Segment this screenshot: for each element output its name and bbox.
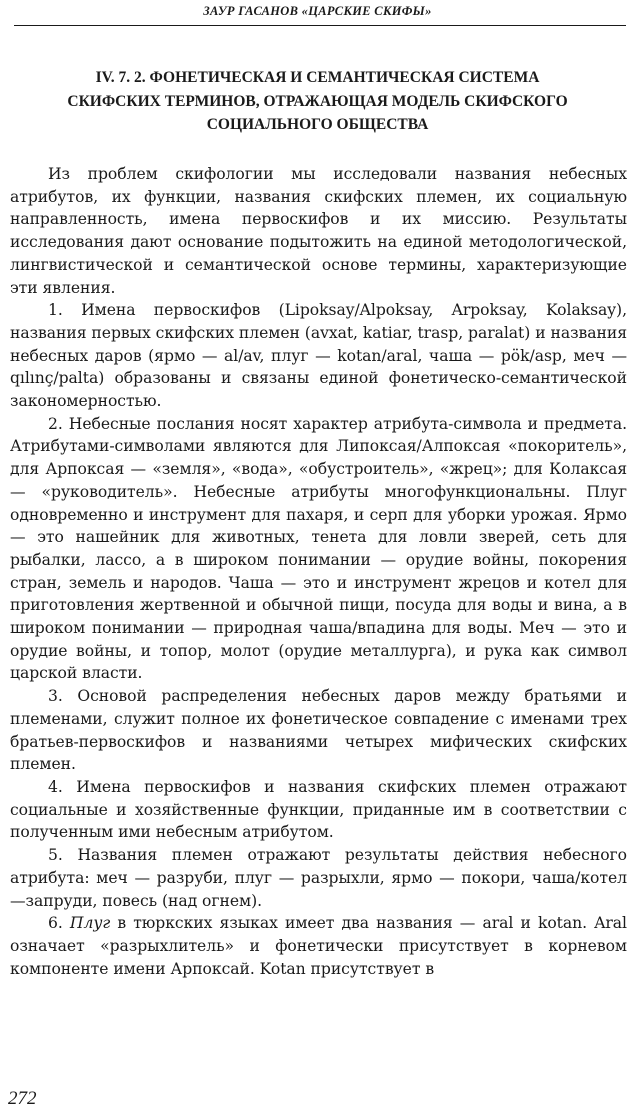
header-rule <box>14 25 626 26</box>
section-title-line: СКИФСКИХ ТЕРМИНОВ, ОТРАЖАЮЩАЯ МОДЕЛЬ СКИФСКОГО <box>67 92 568 110</box>
running-head: ЗАУР ГАСАНОВ «ЦАРСКИЕ СКИФЫ» <box>203 4 432 18</box>
paragraph-item-2: 2. Небесные послания носят характер атрибута-символа и предмета. Атрибутами-символами являются для Липоксая/Алпоксая «покоритель», для Арпоксая — «земля», «вода», «обустроитель», «жрец»; для Колаксая — «руководитель». Небесные атрибуты многофункциональны. Плуг одновременно и инструмент для пахаря, и серп для уборки урожая. Ярмо — это нашейник для животных, тенета для ловли зверей, сеть для рыбалки, лассо, а в широком понимании — орудие войны, покорения стран, земель и народов. Чаша — это и инструмент жрецов и котел для приготовления жертвенной и обычной пищи, посуда для воды и вина, а в широком понимании — природная чаша/впадина для воды. Меч — это и орудие войны, и топор, молот (орудие металлурга), и рука как символ царской власти. <box>10 414 627 683</box>
section-title-line: СОЦИАЛЬНОГО ОБЩЕСТВА <box>206 116 429 133</box>
item-6-text: в тюркских языках имеет два названия — aral и kotan. Aral означает «разрыхлитель» и фонетически присутствует в корневом компоненте имени Арпоксай. Kotan присутствует в <box>10 914 627 978</box>
body-text <box>10 163 627 980</box>
paragraph-item-5: 5. Названия племен отражают результаты действия небесного атрибута: меч — разруби, плуг — разрыхли, ярмо — покори, чаша/котел —запруди, повесь (над огнем). <box>10 846 627 910</box>
page-number: 272 <box>8 1088 37 1109</box>
paragraph-item-6 <box>10 912 627 980</box>
paragraph-item-3: 3. Основой распределения небесных даров между братьями и племенами, служит полное их фонетическое совпадение с именами трех братьев-первоскифов и названиями четырех мифических скифских племен. <box>10 687 627 774</box>
item-6-term: Плуг <box>69 914 111 933</box>
item-6-number: 6. <box>48 914 70 933</box>
paragraph-intro: Из проблем скифологии мы исследовали названия небесных атрибутов, их функции, названия скифских племен, их социальную направленность, имена первоскифов и их миссию. Результаты исследования дают основание подытожить на единой методологической, лингвистической и семантической основе термины, характеризующие эти явления. <box>10 165 627 297</box>
section-title <box>20 66 615 137</box>
paragraph-item-1: 1. Имена первоскифов (Lipoksay/Alpoksay, Arpoksay, Kolaksay), названия первых скифских племен (avxat, katiar, trasp, paralat) и названия небесных даров (ярмо — al/av, плуг — kotan/aral, чаша — pök/asp, меч —qılınç/palta) образованы и связаны единой фонетическо-семантической закономерностью. <box>10 301 627 411</box>
section-title-line: IV. 7. 2. ФОНЕТИЧЕСКАЯ И СЕМАНТИЧЕСКАЯ СИСТЕМА <box>95 69 540 86</box>
paragraph-item-4: 4. Имена первоскифов и названия скифских племен отражают социальные и хозяйственные функции, приданные им в соответствии с полученным ими небесным атрибутом. <box>10 777 627 842</box>
